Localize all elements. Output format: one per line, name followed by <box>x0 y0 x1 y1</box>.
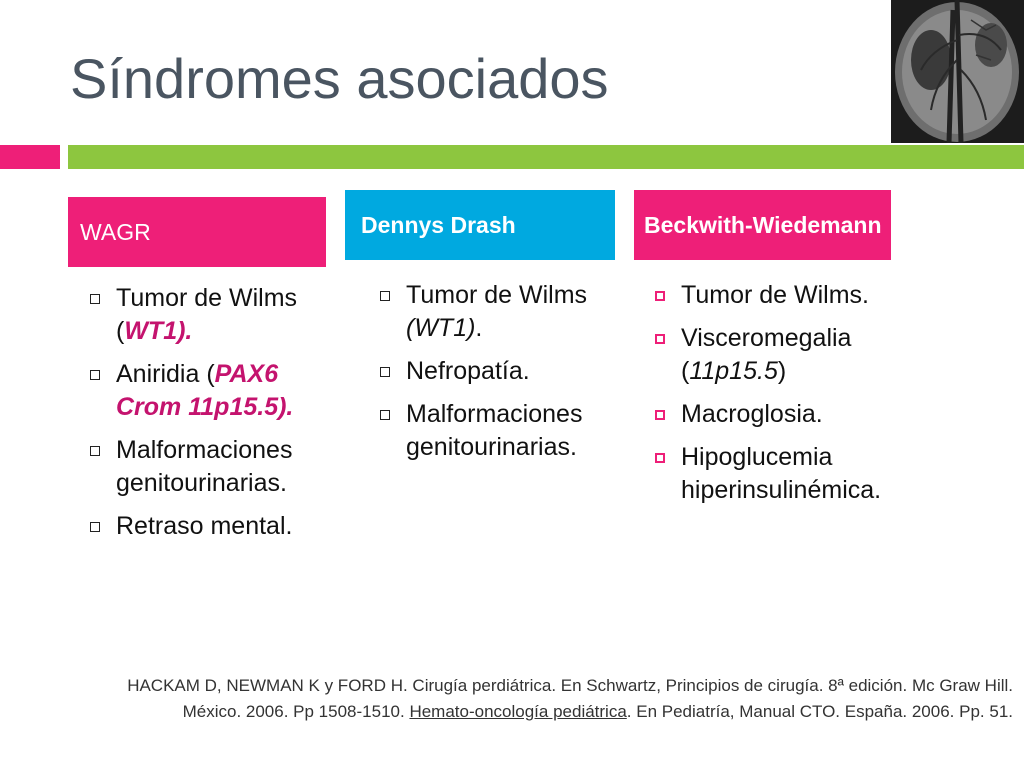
list-item: Retraso mental. <box>80 510 335 543</box>
square-bullet-icon <box>655 453 665 463</box>
angiography-image <box>891 0 1024 143</box>
slide-title: Síndromes asociados <box>70 47 609 110</box>
square-bullet-icon <box>380 367 390 377</box>
square-bullet-icon <box>90 522 100 532</box>
list-item: Malformaciones genitourinarias. <box>80 434 335 500</box>
square-bullet-icon <box>655 291 665 301</box>
list-item: Tumor de Wilms. <box>645 279 895 312</box>
list-item: Nefropatía. <box>370 355 620 388</box>
list-item: Malformaciones genitourinarias. <box>370 398 620 464</box>
xray-image <box>891 0 1024 143</box>
square-bullet-icon <box>655 334 665 344</box>
list-item: Tumor de Wilms (WT1). <box>370 279 620 345</box>
wagr-list <box>80 282 335 553</box>
square-bullet-icon <box>90 294 100 304</box>
column-header-dennys-drash: Dennys Drash <box>345 190 615 260</box>
list-item: Hipoglucemia hiperinsulinémica. <box>645 441 895 507</box>
reference-link[interactable]: Hemato-oncología pediátrica <box>409 702 627 721</box>
square-bullet-icon <box>380 410 390 420</box>
beckwith-wiedemann-list <box>645 279 895 517</box>
list-item: Tumor de Wilms (WT1). <box>80 282 335 348</box>
column-header-beckwith-wiedemann: Beckwith-Wiedemann <box>634 190 891 260</box>
bibliographic-reference: HACKAM D, NEWMAN K y FORD H. Cirugía perdiátrica. En Schwartz, Principios de cirugía. 8ª edición. Mc Graw Hill. México. 2006. Pp 1508-1510. Hemato-oncología pediátrica. En Pediatría, Manual CTO. España. 2006. Pp. 51. <box>127 676 1013 721</box>
square-bullet-icon <box>90 446 100 456</box>
square-bullet-icon <box>380 291 390 301</box>
square-bullet-icon <box>655 410 665 420</box>
square-bullet-icon <box>90 370 100 380</box>
list-item: Visceromegalia (11p15.5) <box>645 322 895 388</box>
column-header-wagr: WAGR <box>68 197 326 267</box>
accent-bar-pink <box>0 145 60 169</box>
dennys-drash-list <box>370 279 620 474</box>
accent-bar-green <box>68 145 1024 169</box>
list-item: Macroglosia. <box>645 398 895 431</box>
list-item: Aniridia (PAX6 Crom 11p15.5). <box>80 358 335 424</box>
